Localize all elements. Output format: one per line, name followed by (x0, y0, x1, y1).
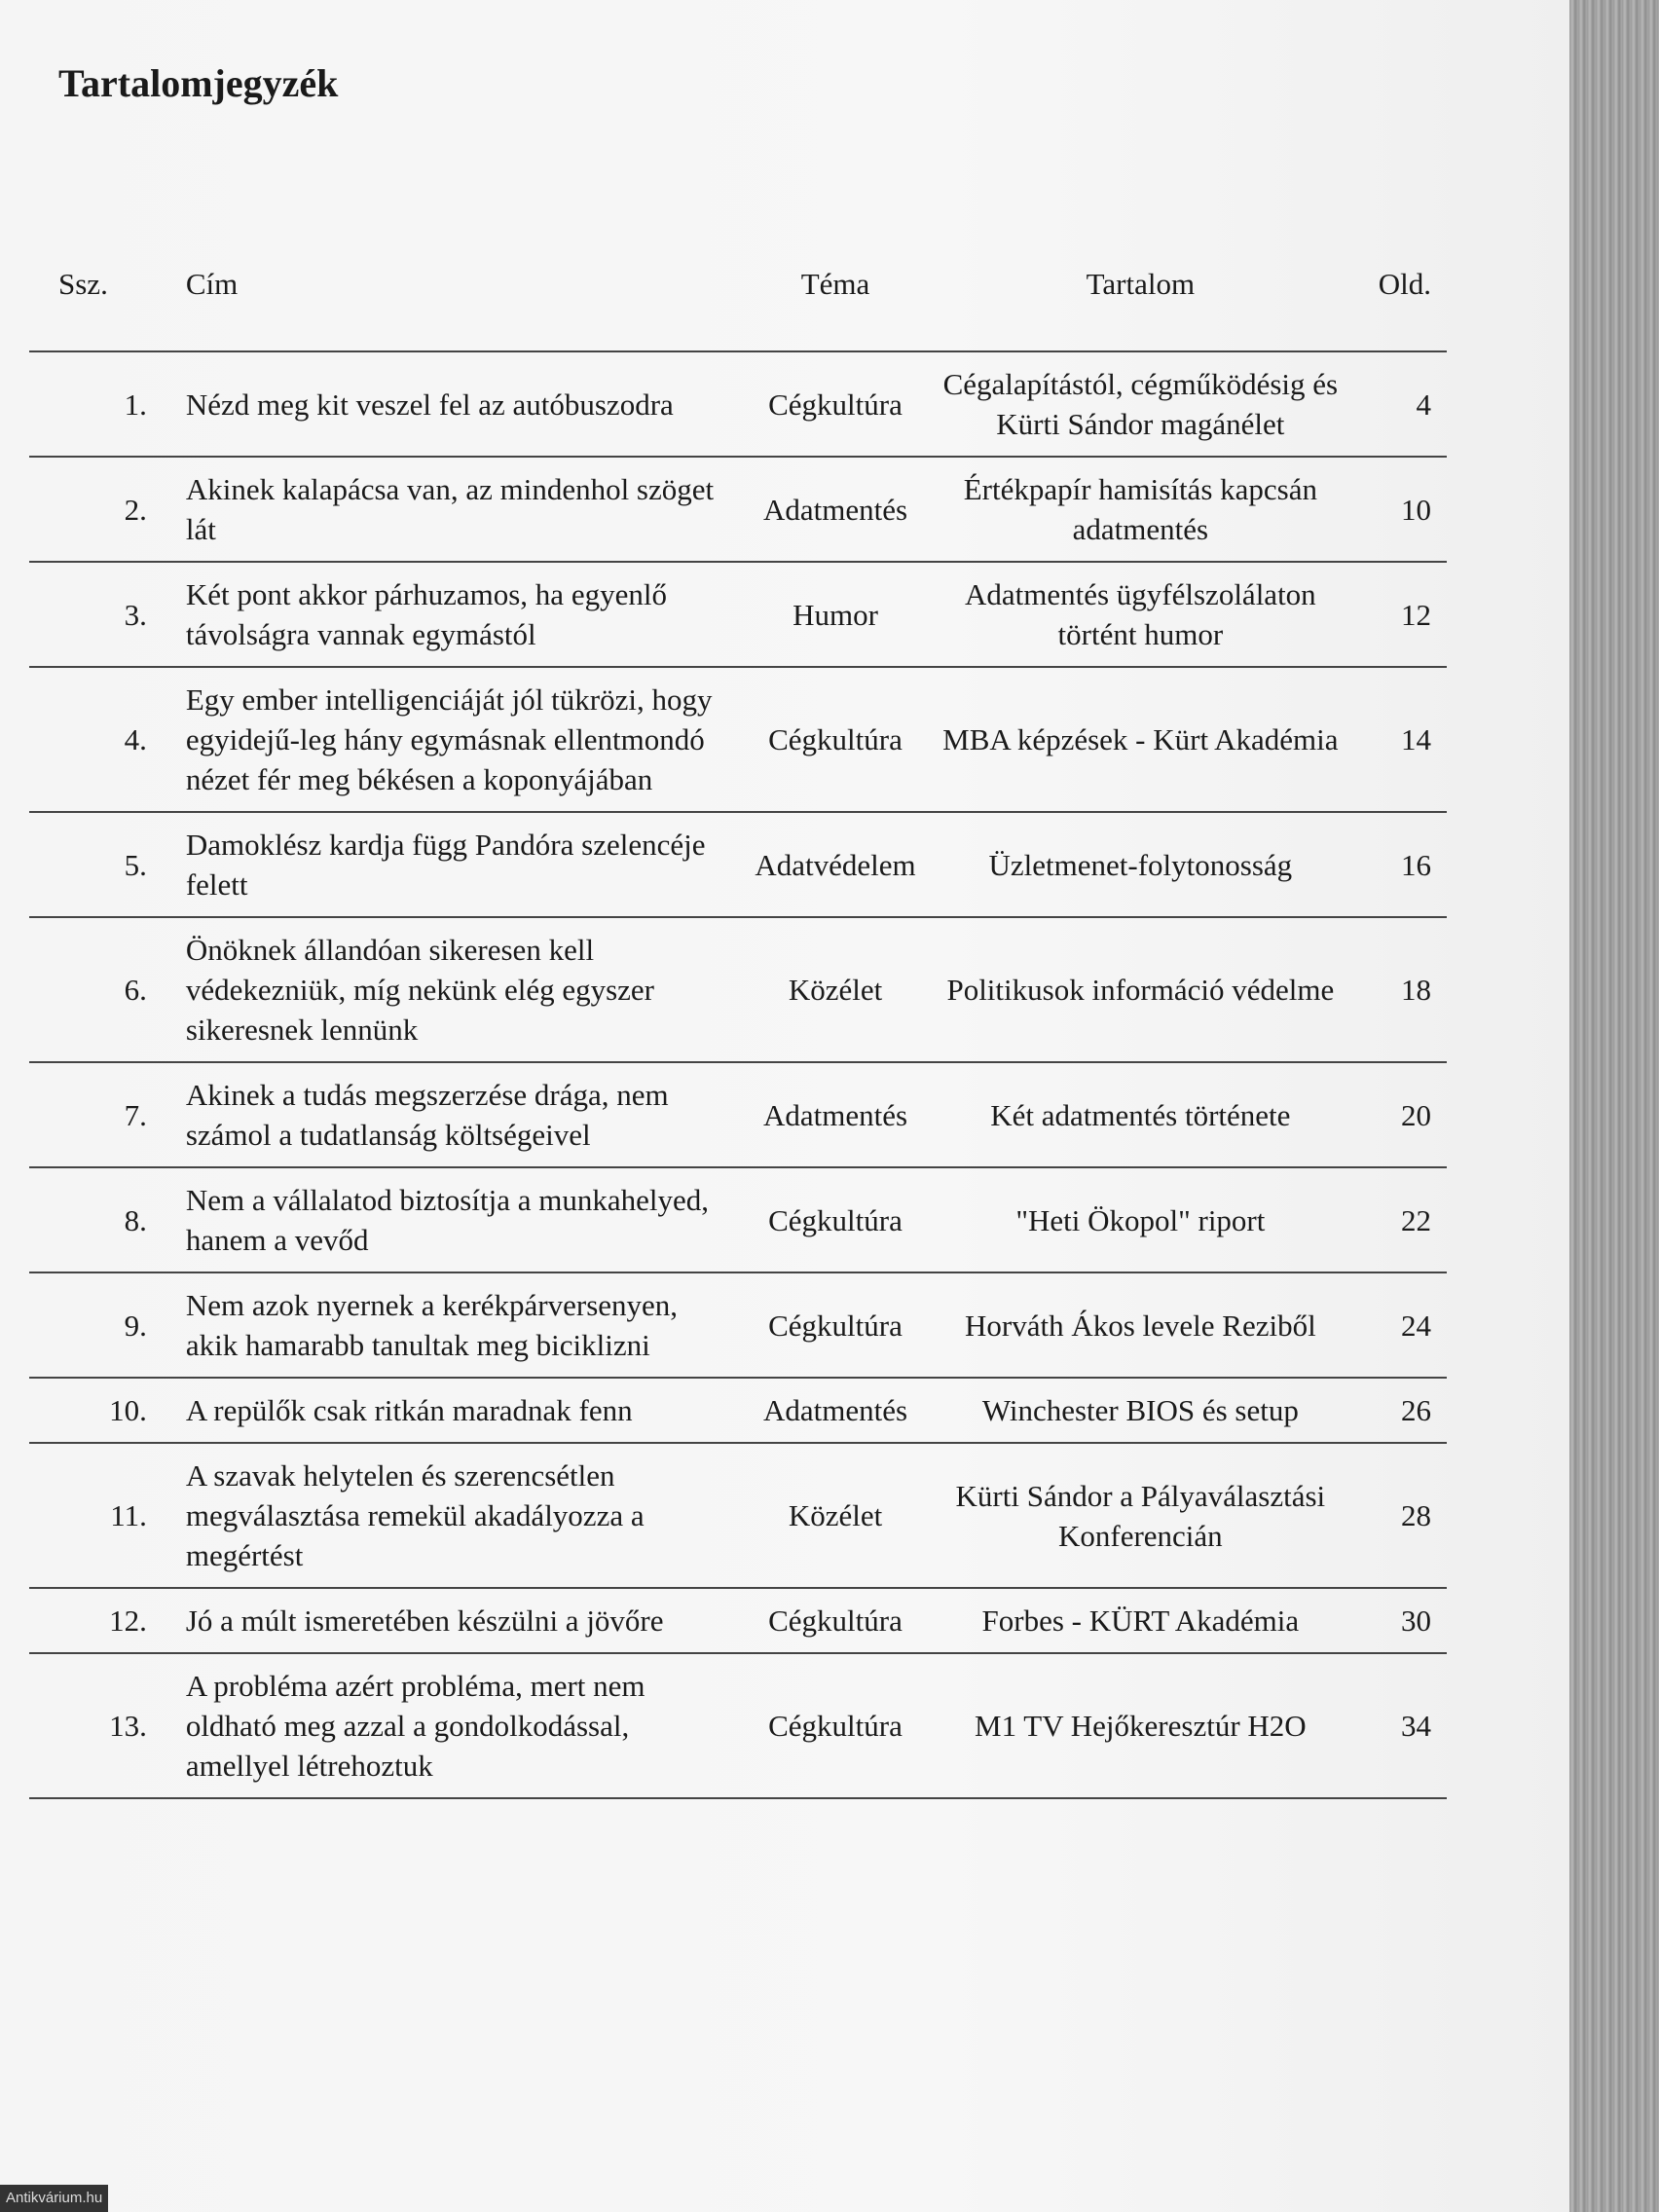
table-row (29, 1588, 1447, 1653)
header-topic: Téma (729, 234, 940, 351)
row-page: 28 (1340, 1443, 1447, 1588)
table-row (29, 917, 1447, 1062)
header-page: Old. (1340, 234, 1447, 351)
row-title: Két pont akkor párhuzamos, ha egyenlő távolságra vannak egymástól (186, 562, 730, 667)
row-page: 10 (1340, 457, 1447, 562)
row-title: A probléma azért probléma, mert nem oldható meg azzal a gondolkodással, amellyel létrehoztuk (186, 1653, 730, 1798)
row-topic: Cégkultúra (729, 1272, 940, 1378)
toc-header (29, 234, 1447, 351)
table-row (29, 1378, 1447, 1443)
row-topic: Cégkultúra (729, 1653, 940, 1798)
row-num: 1. (29, 351, 186, 457)
row-page: 12 (1340, 562, 1447, 667)
row-page: 4 (1340, 351, 1447, 457)
row-content: Üzletmenet-folytonosság (941, 812, 1340, 917)
row-num: 4. (29, 667, 186, 812)
row-topic: Adatmentés (729, 1378, 940, 1443)
table-row (29, 812, 1447, 917)
row-content: Winchester BIOS és setup (941, 1378, 1340, 1443)
row-num: 6. (29, 917, 186, 1062)
table-row (29, 1167, 1447, 1272)
row-page: 18 (1340, 917, 1447, 1062)
row-page: 14 (1340, 667, 1447, 812)
table-row (29, 1443, 1447, 1588)
row-title: Akinek a tudás megszerzése drága, nem számol a tudatlanság költségeivel (186, 1062, 730, 1167)
row-title: Nem a vállalatod biztosítja a munkahelyed, hanem a vevőd (186, 1167, 730, 1272)
row-content: Adatmentés ügyfélszolálaton történt humor (941, 562, 1340, 667)
page-stack-edge (1569, 0, 1659, 2212)
row-page: 30 (1340, 1588, 1447, 1653)
row-topic: Cégkultúra (729, 351, 940, 457)
row-title: Nézd meg kit veszel fel az autóbuszodra (186, 351, 730, 457)
header-num: Ssz. (29, 234, 186, 351)
row-num: 10. (29, 1378, 186, 1443)
row-content: M1 TV Hejőkeresztúr H2O (941, 1653, 1340, 1798)
row-content: Politikusok információ védelme (941, 917, 1340, 1062)
toc-body (29, 351, 1447, 1798)
row-page: 22 (1340, 1167, 1447, 1272)
row-num: 9. (29, 1272, 186, 1378)
row-page: 24 (1340, 1272, 1447, 1378)
table-row (29, 1062, 1447, 1167)
row-num: 11. (29, 1443, 186, 1588)
row-num: 2. (29, 457, 186, 562)
table-row (29, 562, 1447, 667)
row-title: Jó a múlt ismeretében készülni a jövőre (186, 1588, 730, 1653)
row-title: Önöknek állandóan sikeresen kell védekezniük, míg nekünk elég egyszer sikeresnek lennünk (186, 917, 730, 1062)
row-content: Cégalapítástól, cégműködésig és Kürti Sándor magánélet (941, 351, 1340, 457)
table-row (29, 667, 1447, 812)
row-topic: Közélet (729, 917, 940, 1062)
row-content: "Heti Ökopol" riport (941, 1167, 1340, 1272)
header-title: Cím (186, 234, 730, 351)
row-topic: Adatmentés (729, 457, 940, 562)
row-topic: Cégkultúra (729, 1167, 940, 1272)
row-topic: Közélet (729, 1443, 940, 1588)
row-topic: Adatmentés (729, 1062, 940, 1167)
row-num: 7. (29, 1062, 186, 1167)
row-num: 5. (29, 812, 186, 917)
row-title: Nem azok nyernek a kerékpárversenyen, akik hamarabb tanultak meg biciklizni (186, 1272, 730, 1378)
row-page: 26 (1340, 1378, 1447, 1443)
row-topic: Adatvédelem (729, 812, 940, 917)
row-num: 8. (29, 1167, 186, 1272)
row-content: Forbes - KÜRT Akadémia (941, 1588, 1340, 1653)
table-row (29, 1653, 1447, 1798)
row-num: 3. (29, 562, 186, 667)
table-row (29, 457, 1447, 562)
row-title: Damoklész kardja függ Pandóra szelencéje felett (186, 812, 730, 917)
table-row (29, 1272, 1447, 1378)
row-title: A repülők csak ritkán maradnak fenn (186, 1378, 730, 1443)
row-topic: Cégkultúra (729, 1588, 940, 1653)
row-title: Egy ember intelligenciáját jól tükrözi, hogy egyidejű-leg hány egymásnak ellentmondó nézet fér meg békésen a koponyájában (186, 667, 730, 812)
watermark: Antikvárium.hu (0, 2185, 108, 2212)
header-content: Tartalom (941, 234, 1340, 351)
row-content: Horváth Ákos levele Reziből (941, 1272, 1340, 1378)
row-page: 34 (1340, 1653, 1447, 1798)
row-num: 12. (29, 1588, 186, 1653)
row-num: 13. (29, 1653, 186, 1798)
row-content: MBA képzések - Kürt Akadémia (941, 667, 1340, 812)
page-title: Tartalomjegyzék (58, 61, 339, 105)
row-topic: Cégkultúra (729, 667, 940, 812)
table-row (29, 351, 1447, 457)
header-row (29, 234, 1447, 351)
row-page: 16 (1340, 812, 1447, 917)
row-content: Értékpapír hamisítás kapcsán adatmentés (941, 457, 1340, 562)
row-topic: Humor (729, 562, 940, 667)
row-content: Két adatmentés története (941, 1062, 1340, 1167)
row-content: Kürti Sándor a Pályaválasztási Konferencián (941, 1443, 1340, 1588)
row-title: A szavak helytelen és szerencsétlen megválasztása remekül akadályozza a megértést (186, 1443, 730, 1588)
row-title: Akinek kalapácsa van, az mindenhol szöget lát (186, 457, 730, 562)
row-page: 20 (1340, 1062, 1447, 1167)
toc-table (29, 234, 1447, 1799)
